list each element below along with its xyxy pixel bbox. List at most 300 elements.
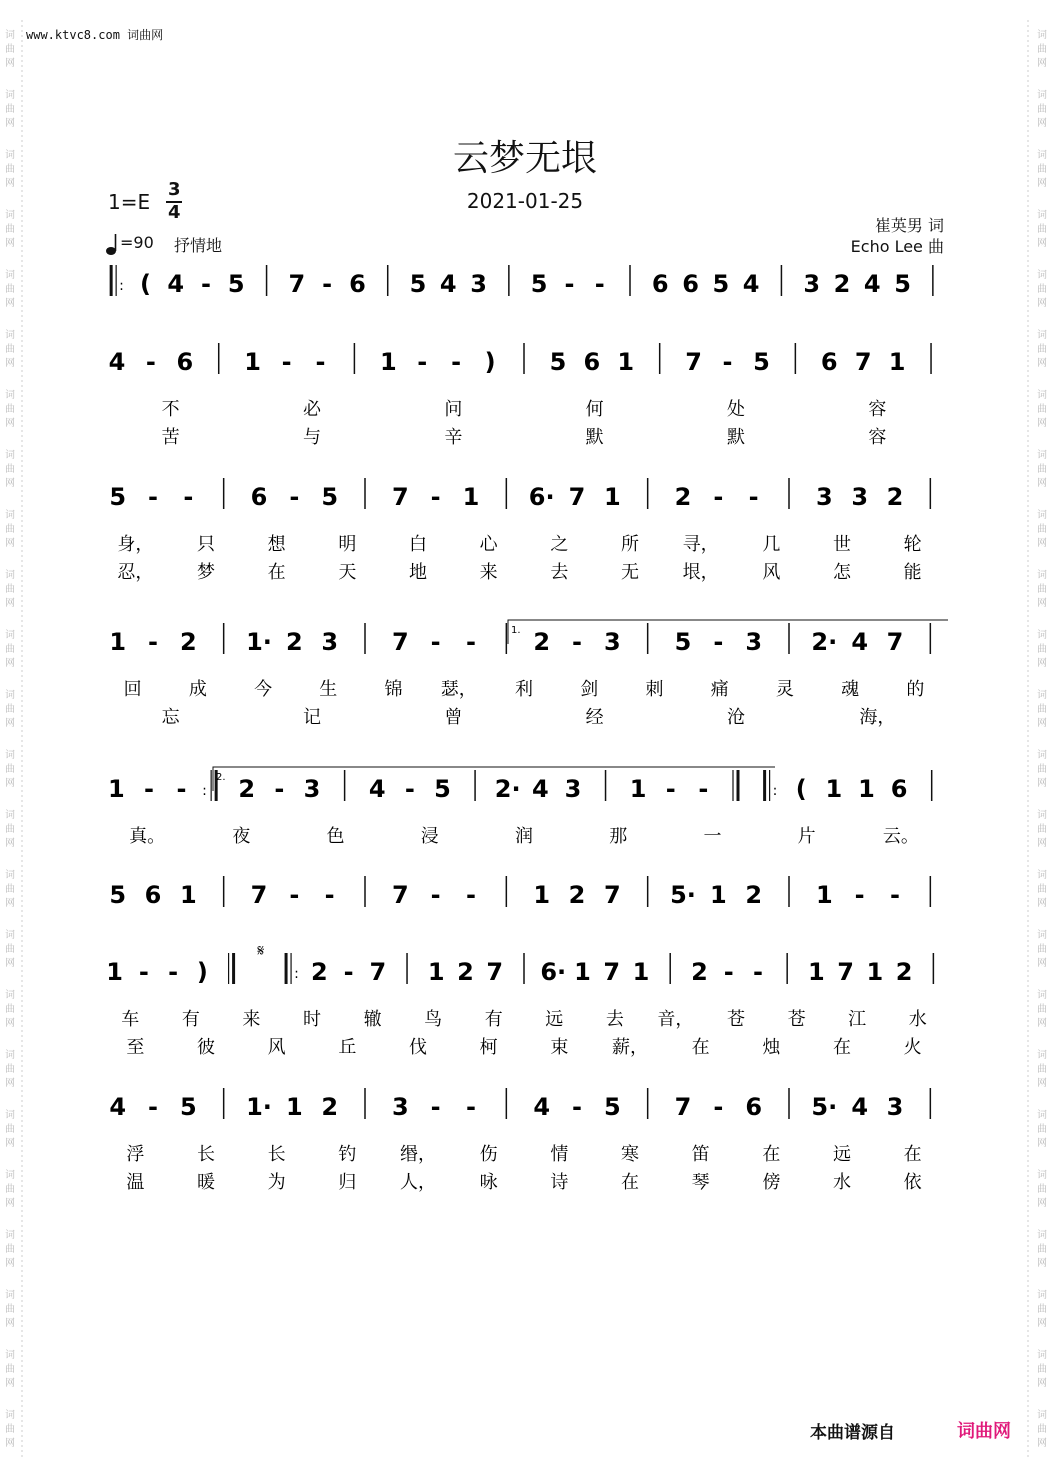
lyric-syllable: 剑: [580, 679, 599, 700]
note: 3: [745, 628, 763, 656]
note: 1: [815, 881, 833, 909]
lyric-syllable: 云。: [882, 826, 919, 847]
note: 7: [250, 881, 268, 909]
watermark-glyph: 网: [5, 1138, 15, 1149]
watermark-glyph: 曲: [5, 764, 15, 775]
watermark-glyph: 词: [5, 1110, 15, 1121]
note: 6: [583, 348, 601, 376]
note: 5: [894, 270, 911, 298]
watermark-glyph: 曲: [5, 644, 15, 655]
note: 1: [709, 881, 727, 909]
watermark-glyph: 曲: [5, 404, 15, 415]
lyric-syllable: 生: [319, 679, 338, 700]
note: 7: [685, 348, 702, 376]
note: 3: [564, 775, 582, 803]
watermark-glyph: 词: [5, 450, 15, 461]
lyric-syllable: 几: [762, 534, 781, 555]
note: 2: [833, 270, 851, 298]
note: -: [322, 270, 333, 298]
watermark-glyph: 曲: [5, 44, 15, 55]
note: 4: [742, 270, 760, 298]
watermark-glyph: 网: [5, 598, 15, 609]
lyric-syllable: 时: [303, 1009, 321, 1030]
note: 7: [674, 1093, 692, 1121]
site-url: www.ktvc8.com 词曲网: [26, 28, 164, 42]
lyric-syllable: 寻，: [682, 534, 719, 555]
note: 2: [321, 1093, 339, 1121]
lyric-syllable: 苍: [787, 1009, 806, 1030]
note: -: [148, 483, 158, 511]
lyric-syllable: 苍: [727, 1009, 745, 1030]
watermark-glyph: 网: [1037, 238, 1047, 249]
lyric-syllable: 柯: [479, 1037, 498, 1058]
note: -: [430, 1093, 441, 1121]
watermark-glyph: 曲: [1037, 164, 1047, 175]
watermark-glyph: 曲: [5, 1304, 15, 1315]
note: 5: [674, 628, 692, 656]
composer-credit: Echo Lee 曲: [850, 237, 944, 256]
source-site-link[interactable]: 词曲网: [957, 1421, 1011, 1442]
note: 1: [462, 483, 480, 511]
lyric-syllable: 成: [188, 679, 207, 700]
watermark-glyph: 网: [5, 838, 15, 849]
note: 4: [368, 775, 386, 803]
lyric-syllable: 在: [762, 1144, 781, 1165]
watermark-glyph: 曲: [5, 884, 15, 895]
note: 5: [434, 775, 451, 803]
watermark-glyph: 曲: [5, 164, 15, 175]
watermark-glyph: 曲: [5, 284, 15, 295]
watermark-glyph: 词: [5, 1290, 15, 1301]
lyric-syllable: 地: [409, 562, 427, 583]
watermark-glyph: 网: [5, 658, 15, 669]
lyric-syllable: 经: [585, 707, 604, 728]
watermark-glyph: 词: [1037, 990, 1047, 1001]
watermark-glyph: 词: [1037, 870, 1047, 881]
note: -: [343, 958, 354, 986]
lyric-syllable: 沧: [727, 707, 745, 728]
watermark-glyph: 词: [1037, 930, 1047, 941]
site-name: 词曲网: [127, 28, 164, 42]
watermark-glyph: 曲: [1037, 464, 1047, 475]
note: 5: [227, 270, 245, 298]
lyric-syllable: 苦: [161, 427, 180, 448]
watermark-glyph: 网: [1037, 478, 1047, 489]
lyric-syllable: 风: [762, 562, 781, 583]
lyric-syllable: 忍，: [117, 562, 154, 583]
note: 1: [107, 775, 125, 803]
lyric-syllable: 在: [833, 1037, 851, 1058]
watermark-glyph: 曲: [5, 704, 15, 715]
lyric-syllable: 利: [515, 679, 533, 700]
lyric-syllable: 伤: [479, 1144, 498, 1165]
watermark-glyph: 曲: [1037, 1304, 1047, 1315]
note: -: [430, 881, 441, 909]
lyric-syllable: 风: [267, 1037, 286, 1058]
lyric-syllable: 轮: [903, 534, 922, 555]
watermark-glyph: 曲: [1037, 1124, 1047, 1135]
watermark-glyph: 曲: [1037, 1004, 1047, 1015]
note: 5: [603, 1093, 621, 1121]
note: 6: [890, 775, 908, 803]
repeat-dots: :: [202, 783, 207, 799]
lyric-syllable: 丘: [338, 1037, 357, 1058]
watermark-glyph: 曲: [1037, 1424, 1047, 1435]
lyric-syllable: 火: [903, 1037, 922, 1058]
lyricist-credit: 崔英男 词: [874, 216, 944, 235]
watermark-glyph: 网: [1037, 1438, 1047, 1449]
watermark-glyph: 曲: [5, 344, 15, 355]
lyric-syllable: 痛: [710, 679, 729, 700]
watermark-glyph: 网: [5, 358, 15, 369]
watermark-glyph: 词: [5, 510, 15, 521]
watermark-glyph: 曲: [1037, 824, 1047, 835]
watermark-glyph: 曲: [1037, 284, 1047, 295]
watermark-glyph: 曲: [1037, 1364, 1047, 1375]
note: 1: [179, 881, 197, 909]
watermark-glyph: 网: [1037, 658, 1047, 669]
watermark-glyph: 网: [1037, 538, 1047, 549]
watermark-glyph: 词: [1037, 270, 1047, 281]
watermark-glyph: 网: [5, 178, 15, 189]
lyric-syllable: 在: [621, 1172, 639, 1193]
watermark-glyph: 词: [5, 690, 15, 701]
watermark-glyph: 词: [5, 150, 15, 161]
note: -: [430, 628, 441, 656]
watermark-glyph: 词: [5, 1050, 15, 1061]
lyric-syllable: 海，: [859, 707, 896, 728]
watermark-glyph: 网: [1037, 1138, 1047, 1149]
lyric-syllable: 垠，: [682, 562, 719, 583]
lyric-syllable: 辙: [363, 1009, 382, 1030]
note: 5: [409, 270, 427, 298]
note: 4: [439, 270, 457, 298]
watermark-glyph: 词: [1037, 150, 1047, 161]
lyric-syllable: 灵: [775, 679, 794, 700]
lyric-syllable: 白: [409, 534, 427, 555]
note: -: [201, 270, 211, 298]
watermark-glyph: 网: [1037, 778, 1047, 789]
watermark-glyph: 网: [1037, 598, 1047, 609]
watermark-glyph: 网: [1037, 718, 1047, 729]
note: 2: [238, 775, 256, 803]
note: 6·: [540, 958, 567, 986]
note: -: [324, 881, 335, 909]
note: -: [564, 270, 575, 298]
note: -: [289, 483, 300, 511]
note: 3: [803, 270, 821, 298]
watermark-glyph: 词: [1037, 1110, 1047, 1121]
note: 1: [574, 958, 591, 986]
note: 6: [349, 270, 366, 298]
note: 1: [285, 1093, 303, 1121]
watermark-glyph: 网: [5, 1258, 15, 1269]
lyric-syllable: 无: [621, 562, 639, 583]
note: 5: [109, 483, 127, 511]
lyric-syllable: 曾: [444, 707, 463, 728]
song-date: 2021-01-25: [466, 189, 584, 213]
note: 6: [651, 270, 669, 298]
note: 6·: [528, 483, 555, 511]
note: 1·: [246, 1093, 272, 1121]
watermark-glyph: 词: [5, 930, 15, 941]
lyric-syllable: 不: [161, 399, 180, 420]
time-signature-top: 3: [168, 179, 181, 200]
lyric-syllable: 在: [903, 1144, 922, 1165]
note: 7: [854, 348, 872, 376]
lyric-syllable: 至: [126, 1037, 145, 1058]
watermark-glyph: 曲: [5, 1184, 15, 1195]
watermark-glyph: 曲: [5, 944, 15, 955]
note: 7: [603, 881, 621, 909]
lyric-syllable: 辛: [444, 427, 463, 448]
watermark-glyph: 网: [5, 1378, 15, 1389]
note: 1: [858, 775, 875, 803]
watermark-glyph: 网: [5, 238, 15, 249]
lyric-syllable: 梦: [197, 562, 215, 583]
watermark-glyph: 网: [5, 1438, 15, 1449]
watermark-glyph: 词: [1037, 690, 1047, 701]
note: 4: [531, 775, 549, 803]
lyric-syllable: 长: [267, 1144, 286, 1165]
lyric-syllable: 那: [609, 826, 628, 847]
lyric-syllable: 片: [797, 826, 816, 847]
watermark-glyph: 词: [5, 330, 15, 341]
lyric-syllable: 在: [691, 1037, 710, 1058]
watermark-glyph: 词: [1037, 570, 1047, 581]
note: (: [139, 270, 151, 298]
note: -: [430, 483, 441, 511]
lyric-syllable: 色: [326, 826, 345, 847]
watermark-glyph: 词: [1037, 450, 1047, 461]
note: 1: [533, 881, 551, 909]
lyric-syllable: 何: [585, 399, 604, 420]
lyric-syllable: 烛: [762, 1037, 781, 1058]
note: 7: [486, 958, 504, 986]
watermark-glyph: 词: [1037, 1290, 1047, 1301]
watermark-glyph: 网: [5, 298, 15, 309]
watermark-glyph: 网: [5, 538, 15, 549]
lyric-syllable: 忘: [161, 707, 180, 728]
note: -: [748, 483, 759, 511]
lyric-syllable: 琴: [691, 1172, 710, 1193]
note: 2·: [811, 628, 838, 656]
watermark-glyph: 词: [5, 570, 15, 581]
note: -: [854, 881, 865, 909]
note: 3: [303, 775, 321, 803]
lyric-syllable: 依: [903, 1172, 922, 1193]
watermark-glyph: 网: [1037, 1078, 1047, 1089]
note: (: [795, 775, 807, 803]
note: 7: [391, 628, 409, 656]
watermark-glyph: 词: [5, 90, 15, 101]
note: 5: [712, 270, 730, 298]
note: 2: [745, 881, 763, 909]
lyric-syllable: 处: [727, 399, 745, 420]
lyric-syllable: 音，: [657, 1009, 694, 1030]
lyric-syllable: 为: [267, 1172, 286, 1193]
lyric-syllable: 心: [479, 534, 498, 555]
watermark-glyph: 曲: [1037, 944, 1047, 955]
lyric-syllable: 锦: [384, 679, 403, 700]
lyric-syllable: 温: [126, 1172, 145, 1193]
lyric-syllable: 车: [121, 1009, 140, 1030]
lyric-syllable: 鸟: [424, 1009, 443, 1030]
volta-number: 1.: [511, 625, 521, 636]
lyric-syllable: 瑟，: [440, 679, 477, 700]
watermark-glyph: 曲: [5, 1364, 15, 1375]
watermark-glyph: 网: [5, 118, 15, 129]
note: 1: [825, 775, 843, 803]
lyric-syllable: 咏: [479, 1172, 498, 1193]
note: 4: [167, 270, 185, 298]
lyric-syllable: 去: [605, 1009, 624, 1030]
watermark-glyph: 词: [1037, 810, 1047, 821]
note: -: [713, 483, 724, 511]
lyric-syllable: 暖: [197, 1172, 215, 1193]
note: 5·: [811, 1093, 838, 1121]
note: 1: [632, 958, 650, 986]
watermark-glyph: 词: [1037, 1170, 1047, 1181]
lyric-syllable: 彼: [197, 1037, 215, 1058]
note: -: [572, 628, 582, 656]
lyric-syllable: 容: [868, 427, 887, 448]
note: 1: [109, 628, 127, 656]
watermark-glyph: 曲: [5, 1004, 15, 1015]
note: -: [138, 958, 149, 986]
lyric-syllable: 远: [545, 1009, 564, 1030]
watermark-glyph: 网: [5, 1018, 15, 1029]
note: 1: [379, 348, 397, 376]
watermark-glyph: 网: [1037, 358, 1047, 369]
lyric-syllable: 在: [267, 562, 286, 583]
segno-sign: 𝄋: [257, 941, 265, 960]
note: 7: [391, 881, 409, 909]
lyric-syllable: 一: [703, 826, 722, 847]
watermark-glyph: 词: [5, 870, 15, 881]
watermark-glyph: 网: [5, 1198, 15, 1209]
note: 1·: [246, 628, 272, 656]
note: 2: [886, 483, 904, 511]
note: 2: [533, 628, 551, 656]
watermark-glyph: 网: [5, 418, 15, 429]
lyric-syllable: 缗，: [400, 1144, 436, 1165]
watermark-glyph: 词: [1037, 390, 1047, 401]
note: 5: [109, 881, 127, 909]
watermark-glyph: 曲: [1037, 524, 1047, 535]
watermark-glyph: 词: [5, 810, 15, 821]
lyric-syllable: 有: [181, 1009, 200, 1030]
watermark-glyph: 词: [5, 990, 15, 1001]
note: 5: [179, 1093, 197, 1121]
watermark-glyph: 曲: [5, 1424, 15, 1435]
tempo-marking: =90: [120, 233, 154, 252]
watermark-glyph: 词: [1037, 630, 1047, 641]
note: 7: [288, 270, 306, 298]
note: 7: [603, 958, 621, 986]
lyric-syllable: 所: [621, 534, 639, 555]
source-label: 本曲谱源自: [810, 1423, 895, 1443]
note: 4: [109, 1093, 127, 1121]
lyric-syllable: 水: [833, 1172, 851, 1193]
watermark-glyph: 曲: [5, 584, 15, 595]
lyric-syllable: 来: [479, 562, 498, 583]
note: 2: [674, 483, 692, 511]
lyric-syllable: 刺: [645, 679, 664, 700]
lyric-syllable: 浸: [420, 826, 439, 847]
note: 4: [863, 270, 881, 298]
note: -: [890, 881, 900, 909]
lyric-syllable: 只: [197, 534, 215, 555]
note: -: [713, 1093, 724, 1121]
watermark-glyph: 网: [5, 478, 15, 489]
watermark-glyph: 词: [5, 390, 15, 401]
note: 1: [244, 348, 261, 376]
watermark-glyph: 词: [5, 1350, 15, 1361]
note: 5: [530, 270, 548, 298]
watermark-glyph: 词: [5, 30, 15, 41]
lyric-syllable: 远: [833, 1144, 851, 1165]
lyric-syllable: 去: [550, 562, 569, 583]
lyric-syllable: 魂: [841, 679, 860, 700]
lyric-syllable: 润: [515, 826, 533, 847]
lyric-syllable: 浮: [126, 1144, 145, 1165]
note: 2: [691, 958, 708, 986]
note: -: [594, 270, 605, 298]
note: 6: [176, 348, 194, 376]
watermark-glyph: 网: [5, 958, 15, 969]
lyric-syllable: 身，: [117, 534, 154, 555]
lyric-syllable: 束: [550, 1037, 569, 1058]
watermark-glyph: 词: [5, 1230, 15, 1241]
watermark-glyph: 网: [1037, 1018, 1047, 1029]
watermark-glyph: 曲: [1037, 224, 1047, 235]
note: 3: [815, 483, 833, 511]
note: 3: [851, 483, 869, 511]
note: -: [572, 1093, 582, 1121]
note: 3: [603, 628, 621, 656]
repeat-dots: :: [119, 278, 124, 294]
note: -: [466, 628, 476, 656]
note: 5: [549, 348, 567, 376]
watermark-glyph: 网: [5, 778, 15, 789]
watermark-glyph: 曲: [5, 464, 15, 475]
note: 3: [321, 628, 339, 656]
note: 4: [533, 1093, 551, 1121]
note: 5: [753, 348, 770, 376]
lyric-syllable: 薪，: [612, 1037, 648, 1058]
note: 1: [888, 348, 906, 376]
watermark-glyph: 词: [1037, 1410, 1047, 1421]
lyric-syllable: 的: [906, 679, 925, 700]
note: 5: [321, 483, 339, 511]
lyric-syllable: 默: [585, 427, 604, 448]
note: -: [723, 958, 734, 986]
watermark-glyph: 词: [1037, 1050, 1047, 1061]
song-title: 云梦无垠: [452, 138, 597, 179]
expression-marking: 抒情地: [174, 236, 223, 255]
lyric-syllable: 记: [303, 707, 321, 728]
watermark-glyph: 词: [1037, 750, 1047, 761]
watermark-glyph: 词: [5, 750, 15, 761]
lyric-syllable: 想: [267, 534, 286, 555]
note: -: [315, 348, 326, 376]
lyric-syllable: 与: [303, 427, 321, 448]
watermark-glyph: 网: [5, 718, 15, 729]
note: 2: [568, 881, 586, 909]
note: -: [451, 348, 462, 376]
lyric-syllable: 容: [868, 399, 887, 420]
